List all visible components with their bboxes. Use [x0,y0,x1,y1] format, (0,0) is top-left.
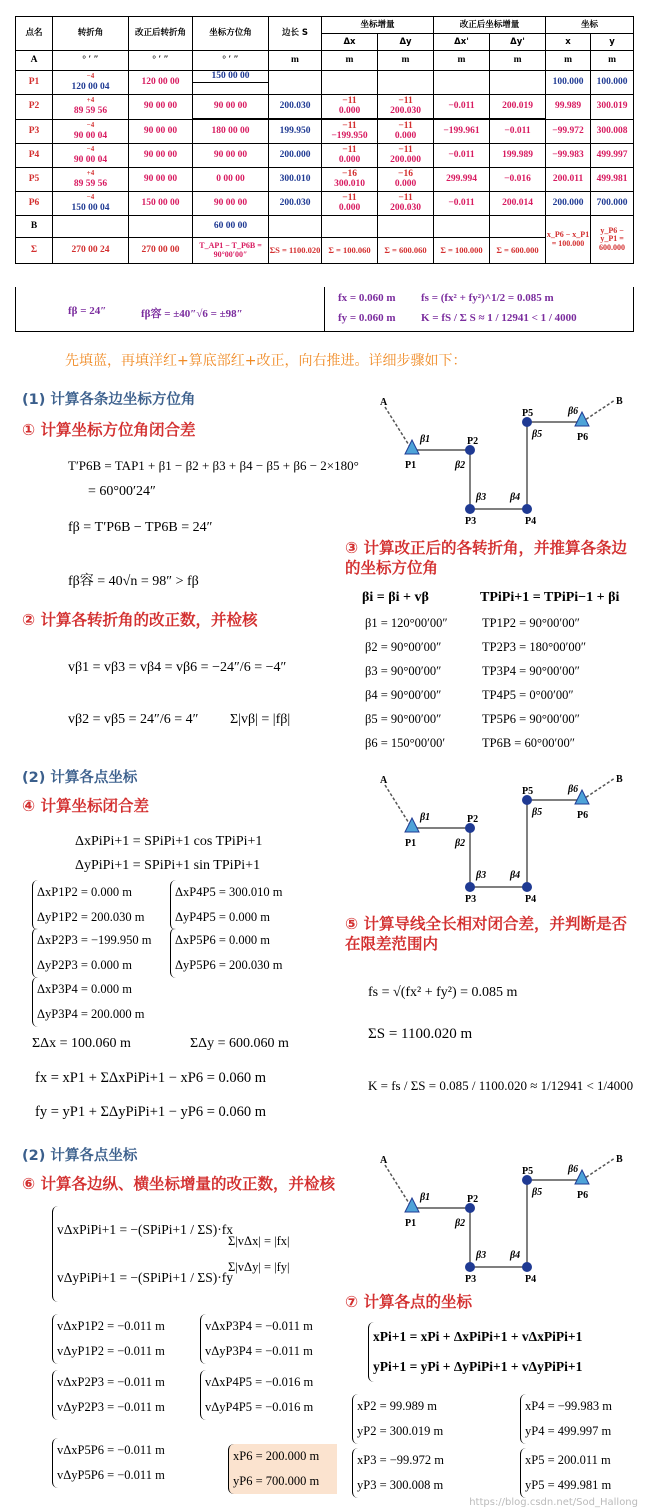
label-beta5: β5 [532,807,543,818]
sum-angle: 270 00 24 [53,238,129,264]
x-p6: xP6 = 200.000 m [233,1449,320,1463]
dy-value: 0.000 [394,178,417,189]
col-corr-angle: 改正后转折角 [129,17,193,51]
dy-correction: −11 [398,144,413,155]
coord-x: xP3 = −99.972 m [357,1453,445,1467]
angle-value: 90 00 04 [73,130,108,141]
coord-pair [352,1448,444,1498]
col-x: x [546,34,591,51]
azimuth-item: TP1P2 = 90°00′00″ [482,616,580,630]
angle-value: 89 59 56 [73,106,108,116]
label-beta3: β3 [476,492,487,503]
traverse-diagram [370,392,640,532]
coord-pair [520,1448,611,1498]
dx-corrected: −0.011 [434,95,490,119]
vdy-value: vΔyP3P4 = −0.011 m [205,1344,313,1358]
point-icon [522,882,532,892]
point-P5: P5 [16,168,53,192]
unit: ° ′ ″ [193,51,269,71]
label-P5: P5 [522,786,534,797]
formula-vdy: vΔyPiPi+1 = −(SPiPi+1 / ΣS)·fy [57,1270,234,1285]
label-beta3: β3 [476,870,487,881]
distance: 200.030 [269,95,322,119]
unit: ° ′ ″ [53,51,129,71]
coord-y-P5: 499.981 [591,168,634,192]
azimuth-AP1: 150 00 00 [193,71,269,83]
angle-cell [53,95,129,120]
label-P5: P5 [522,1166,534,1177]
formula-vdx: vΔxPiPi+1 = −(SPiPi+1 / ΣS)·fx [57,1222,234,1237]
label-P5: P5 [522,408,534,419]
check-vdx: Σ|vΔx| = |fx| [228,1234,290,1248]
increment-pair [32,928,152,978]
label-beta1: β1 [420,1192,431,1203]
label-P2: P2 [467,814,479,825]
point-icon [465,882,475,892]
label-beta1: β1 [420,812,431,823]
dy-cell [378,120,434,144]
point-icon [465,1262,475,1272]
formula: vβ2 = vβ5 = 24″/6 = 4″ [68,712,199,727]
unit: m [591,51,634,71]
increment-dy: ΔyP1P2 = 200.030 m [37,910,145,924]
vdx-value: vΔxP2P3 = −0.011 m [57,1375,165,1389]
formula: vβ1 = vβ3 = vβ4 = vβ6 = −24″/6 = −4″ [68,660,287,675]
dy-corrected: 200.019 [490,95,546,119]
formula-x: xPi+1 = xPi + ΔxPiPi+1 + vΔxPiPi+1 [373,1329,583,1344]
dy-cell [378,192,434,216]
dx-correction: −11 [342,144,357,155]
dx-cell [322,168,378,192]
label-beta5: β5 [532,1187,543,1198]
increment-dy: ΔyP5P6 = 200.030 m [175,958,283,972]
distance: 300.010 [269,168,322,192]
f-beta: fβ = 24″ [68,305,107,317]
coord-y: yP2 = 300.019 m [357,1424,444,1438]
col-point: 点名 [16,17,53,51]
label-beta2: β2 [455,460,466,471]
watermark: https://blog.csdn.net/Sod_Hallong [469,1497,638,1508]
col-increment: 坐标增量 [322,17,434,34]
coord-y-P1: 100.000 [591,71,634,95]
increment-pair [32,977,144,1027]
vdx-value: vΔxP1P2 = −0.011 m [57,1319,165,1333]
point-icon [522,1262,532,1272]
azimuth-P6B: 60 00 00 [193,216,269,238]
label-B: B [616,396,623,407]
coord-x: xP5 = 200.011 m [525,1453,611,1467]
increment-pair [170,928,282,978]
angle-correction: +4 [86,96,95,105]
coord-x-P2: 99.989 [546,95,591,120]
angle-correction: −4 [86,144,95,153]
step-title: ⑦ 计算各点的坐标 [345,1293,473,1311]
corr-angle: 90 00 00 [129,144,193,168]
dy-value: 200.000 [390,154,421,165]
increment-pair [170,880,282,930]
angle-cell [53,168,129,192]
vdy-value: vΔyP1P2 = −0.011 m [57,1344,165,1358]
step-title: ① 计算坐标方位角闭合差 [22,421,196,439]
label-P3: P3 [465,894,477,905]
vdx-value: vΔxP5P6 = −0.011 m [57,1443,165,1457]
sum-distance: ΣS = 1100.020 [269,238,322,264]
dx-cell [322,95,378,119]
coord-x: xP2 = 99.989 m [357,1399,437,1413]
label-beta4: β4 [510,870,521,881]
formula-y: yPi+1 = yPi + ΔyPiPi+1 + vΔyPiPi+1 [373,1359,583,1374]
fx: fx = 0.060 m [338,292,396,304]
point-icon [522,504,532,514]
dy-corrected: −0.016 [490,168,546,192]
angle-correction: −4 [86,120,95,129]
col-corr-increment: 改正后坐标增量 [434,17,546,34]
vdx-value: vΔxP3P4 = −0.011 m [205,1319,313,1333]
dx-corrected: −199.961 [434,120,490,144]
point-P4: P4 [16,144,53,168]
sum-dy: Σ = 600.060 [378,238,434,264]
increment-dy: ΔyP3P4 = 200.000 m [37,1007,145,1021]
dx-value: 0.000 [338,202,361,213]
increment-pair [32,880,144,930]
azimuth: 90 00 00 [193,95,269,119]
azimuth-item: TP4P5 = 0°00′00″ [482,688,574,702]
label-beta4: β4 [510,1250,521,1261]
correction-pair [200,1370,313,1420]
col-dxc: Δx' [434,34,490,51]
dx-cell [322,192,378,216]
correction-pair [52,1370,165,1420]
correction-pair [52,1438,165,1488]
dx-value: −199.950 [331,130,368,141]
col-y: y [591,34,634,51]
distance: 200.030 [269,192,322,216]
label-beta4: β4 [510,492,521,503]
dy-correction: −11 [398,192,413,203]
label-beta6: β6 [568,406,579,417]
beta-item: β5 = 90°00′00″ [365,712,442,726]
coord-y: yP5 = 499.981 m [525,1478,612,1492]
beta-item: β2 = 90°00′00″ [365,640,442,654]
coord-formula [368,1322,582,1382]
col-angle: 转折角 [53,17,129,51]
label-P3: P3 [465,1274,477,1285]
dx-corrected: −0.011 [434,144,490,168]
k-ratio: K = fS / Σ S ≈ 1 / 12941 < 1 / 4000 [421,312,577,324]
formula: ΔxPiPi+1 = SPiPi+1 cos TPiPi+1 [75,834,263,849]
increment-dx: ΔxP2P3 = −199.950 m [37,933,152,947]
angle-value: 90 00 04 [73,154,108,165]
azimuth: 90 00 00 [193,192,269,216]
dy-cell [378,95,434,119]
coord-x-P6: 200.000 [546,192,591,216]
point-icon [465,504,475,514]
label-P1: P1 [405,838,417,849]
azimuth-diff: T_AP1 − T_P6B = 90°00′00″ [193,238,269,264]
coord-x-P1: 100.000 [546,71,591,95]
instruction-note: 先填蓝，再填洋红+算底部红+改正，向右推进。详细步骤如下： [65,353,467,369]
vdy-value: vΔyP2P3 = −0.011 m [57,1400,165,1414]
corr-angle: 120 00 00 [129,71,193,95]
sum-dxc: Σ = 100.000 [434,238,490,264]
section-title: (2) 计算各点坐标 [22,1148,138,1164]
dy-cell [378,144,434,168]
label-P1: P1 [405,1218,417,1229]
step-title: ④ 计算坐标闭合差 [22,797,150,815]
angle-cell [53,71,129,95]
azimuth-item: TP6B = 60°00′00″ [482,736,575,750]
point-P1: P1 [16,71,53,95]
angle-cell [53,120,129,144]
corr-angle: 150 00 00 [129,192,193,216]
dy-corrected: −0.011 [490,120,546,144]
label-B: B [616,774,623,785]
traverse-diagram [370,1150,640,1290]
angle-correction: −4 [86,71,95,80]
coord-x: xP4 = −99.983 m [525,1399,613,1413]
step-title: ③ 计算改正后的各转折角，并推算各条边的坐标方位角 [345,539,628,578]
vdy-value: vΔyP5P6 = −0.011 m [57,1468,165,1482]
x-diff: x_P6 − x_P1 = 100.000 [546,216,591,264]
angle-correction: +4 [86,168,95,177]
dy-correction: −11 [398,120,413,131]
label-beta6: β6 [568,784,579,795]
increment-dy: ΔyP2P3 = 0.000 m [37,958,132,972]
f-beta-tol: fβ容 = ±40″√6 = ±98″ [141,308,243,320]
label-P6: P6 [577,1190,589,1201]
label-beta1: β1 [420,434,431,445]
increment-dx: ΔxP3P4 = 0.000 m [37,982,132,996]
section-title: (1) 计算各条边坐标方位角 [22,392,196,408]
label-P2: P2 [467,1194,479,1205]
dx-correction: −11 [342,120,357,131]
dx-value: 0.000 [338,154,361,165]
point-B: B [16,216,53,238]
col-dx: Δx [322,34,378,51]
formula: Σ|vβ| = |fβ| [230,712,291,727]
dx-correction: −11 [342,192,357,203]
label-beta3: β3 [476,1250,487,1261]
coord-y-P3: 300.008 [591,120,634,144]
point-P2: P2 [16,95,53,120]
label-A: A [380,1155,388,1166]
col-azimuth: 坐标方位角 [193,17,269,51]
col-dy: Δy [378,34,434,51]
coord-y-P2: 300.019 [591,95,634,120]
angle-value: 120 00 04 [71,81,110,92]
label-B: B [616,1154,623,1165]
unit: m [546,51,591,71]
coord-pair [352,1394,443,1444]
point-P6: P6 [16,192,53,216]
col-distance: 边长 S [269,17,322,51]
formula: TPiPi+1 = TPiPi−1 + βi [480,590,620,605]
unit: m [490,51,546,71]
col-dyc: Δy' [490,34,546,51]
dy-corrected: 199.989 [490,144,546,168]
formula: βi = βi + vβ [362,590,429,605]
fy: fy = 0.060 m [338,312,396,324]
sum-dx: ΣΔx = 100.060 m [32,1036,131,1051]
formula: fβ容 = 40√n = 98″ > fβ [68,574,199,589]
formula: fβ = T′P6B − TP6B = 24″ [68,520,213,535]
dy-cell [378,168,434,192]
label-P4: P4 [525,516,537,527]
label-A: A [380,397,388,408]
angle-value: 150 00 04 [71,202,110,213]
formula: = 60°00′24″ [88,484,156,499]
azimuth-item: TP3P4 = 90°00′00″ [482,664,580,678]
unit: ° ′ ″ [129,51,193,71]
point-A: A [16,51,53,71]
label-P6: P6 [577,432,589,443]
increment-dx: ΔxP4P5 = 300.010 m [175,885,283,899]
section-title: (2) 计算各点坐标 [22,770,138,786]
dx-cell [322,144,378,168]
unit: m [434,51,490,71]
step-title: ⑤ 计算导线全长相对闭合差，并判断是否在限差范围内 [345,915,628,954]
dx-corrected: 299.994 [434,168,490,192]
sum-dyc: Σ = 600.000 [490,238,546,264]
coord-y-P4: 499.997 [591,144,634,168]
dy-value: 0.000 [394,130,417,141]
dy-corrected: 200.014 [490,192,546,216]
y-diff: y_P6 − y_P1 = 600.000 [591,216,634,264]
beta-item: β1 = 120°00′00″ [365,616,448,630]
correction-pair [200,1314,313,1364]
label-P4: P4 [525,1274,537,1285]
dx-cell [322,120,378,144]
label-A: A [380,775,388,786]
azimuth-item: TP5P6 = 90°00′00″ [482,712,580,726]
azimuth-item: TP2P3 = 180°00′00″ [482,640,587,654]
label-P3: P3 [465,516,477,527]
p6-known-coords [228,1444,337,1494]
step-title: ⑥ 计算各边纵、横坐标增量的改正数，并检核 [22,1175,336,1193]
label-beta6: β6 [568,1164,579,1175]
dy-value: 200.030 [390,105,421,116]
dx-correction: −11 [342,95,357,106]
check-vdy: Σ|vΔy| = |fy| [228,1260,290,1274]
beta-item: β3 = 90°00′00″ [365,664,442,678]
coord-pair [520,1394,612,1444]
label-P1: P1 [405,460,417,471]
dy-correction: −16 [398,168,413,179]
dy-correction: −11 [398,95,413,106]
beta-item: β6 = 150°00′00′ [365,736,446,750]
sum-dx: Σ = 100.060 [322,238,378,264]
traverse-table [15,16,634,264]
angle-correction: −4 [86,192,95,201]
step-title: ② 计算各转折角的改正数，并检核 [22,611,258,629]
label-beta2: β2 [455,838,466,849]
sum-corr-angle: 270 00 00 [129,238,193,264]
azimuth: 0 00 00 [193,168,269,192]
label-beta5: β5 [532,429,543,440]
dx-value: 300.010 [334,178,365,189]
point-sum: Σ [16,238,53,264]
dx-corrected: −0.011 [434,192,490,216]
coord-y-P6: 700.000 [591,192,634,216]
dx-correction: −16 [342,168,357,179]
increment-dx: ΔxP5P6 = 0.000 m [175,933,270,947]
col-coords: 坐标 [546,17,634,34]
corr-angle: 90 00 00 [129,168,193,192]
azimuth: 180 00 00 [193,120,269,144]
vdx-value: vΔxP4P5 = −0.016 m [205,1375,314,1389]
traverse-diagram [370,770,640,910]
azimuth: 90 00 00 [193,144,269,168]
unit: m [322,51,378,71]
unit: m [378,51,434,71]
label-beta2: β2 [455,1218,466,1229]
dx-value: 0.000 [338,105,361,116]
coord-y: yP4 = 499.997 m [525,1424,612,1438]
increment-dy: ΔyP4P5 = 0.000 m [175,910,270,924]
dy-value: 200.030 [390,202,421,213]
formula-fx: fx = xP1 + ΣΔxPiPi+1 − xP6 = 0.060 m [35,1070,267,1086]
corr-angle: 90 00 00 [129,120,193,144]
distance: 200.000 [269,144,322,168]
sum-dy: ΣΔy = 600.060 m [190,1036,289,1051]
corr-angle: 90 00 00 [129,95,193,120]
distance: 199.950 [269,120,322,144]
formula: K = fs / ΣS = 0.085 / 1100.020 ≈ 1/12941 < 1/4000 [368,1078,634,1093]
coord-x-P4: −99.983 [546,144,591,168]
formula-fy: fy = yP1 + ΣΔyPiPi+1 − yP6 = 0.060 m [35,1104,267,1120]
formula: T′P6B = TAP1 + β1 − β2 + β3 + β4 − β5 + β6 − 2×180° [68,458,359,473]
fs: fs = (fx² + fy²)^1/2 = 0.085 m [421,292,554,304]
y-p6: yP6 = 700.000 m [233,1474,320,1488]
correction-pair [52,1314,165,1364]
point-P3: P3 [16,120,53,144]
label-P4: P4 [525,894,537,905]
angle-cell [53,192,129,216]
coord-x-P3: −99.972 [546,120,591,144]
coord-x-P5: 200.011 [546,168,591,192]
label-P2: P2 [467,436,479,447]
increment-dx: ΔxP1P2 = 0.000 m [37,885,132,899]
correction-formula [52,1206,233,1302]
unit: m [269,51,322,71]
label-P6: P6 [577,810,589,821]
formula: ΣS = 1100.020 m [368,1026,473,1042]
formula: ΔyPiPi+1 = SPiPi+1 sin TPiPi+1 [75,858,261,873]
formula: fs = √(fx² + fy²) = 0.085 m [368,985,518,1000]
coord-y: yP3 = 300.008 m [357,1478,444,1492]
vdy-value: vΔyP4P5 = −0.016 m [205,1400,314,1414]
misclosure-box [15,287,634,332]
beta-item: β4 = 90°00′00″ [365,688,442,702]
angle-value: 89 59 56 [73,178,108,189]
angle-cell [53,144,129,168]
